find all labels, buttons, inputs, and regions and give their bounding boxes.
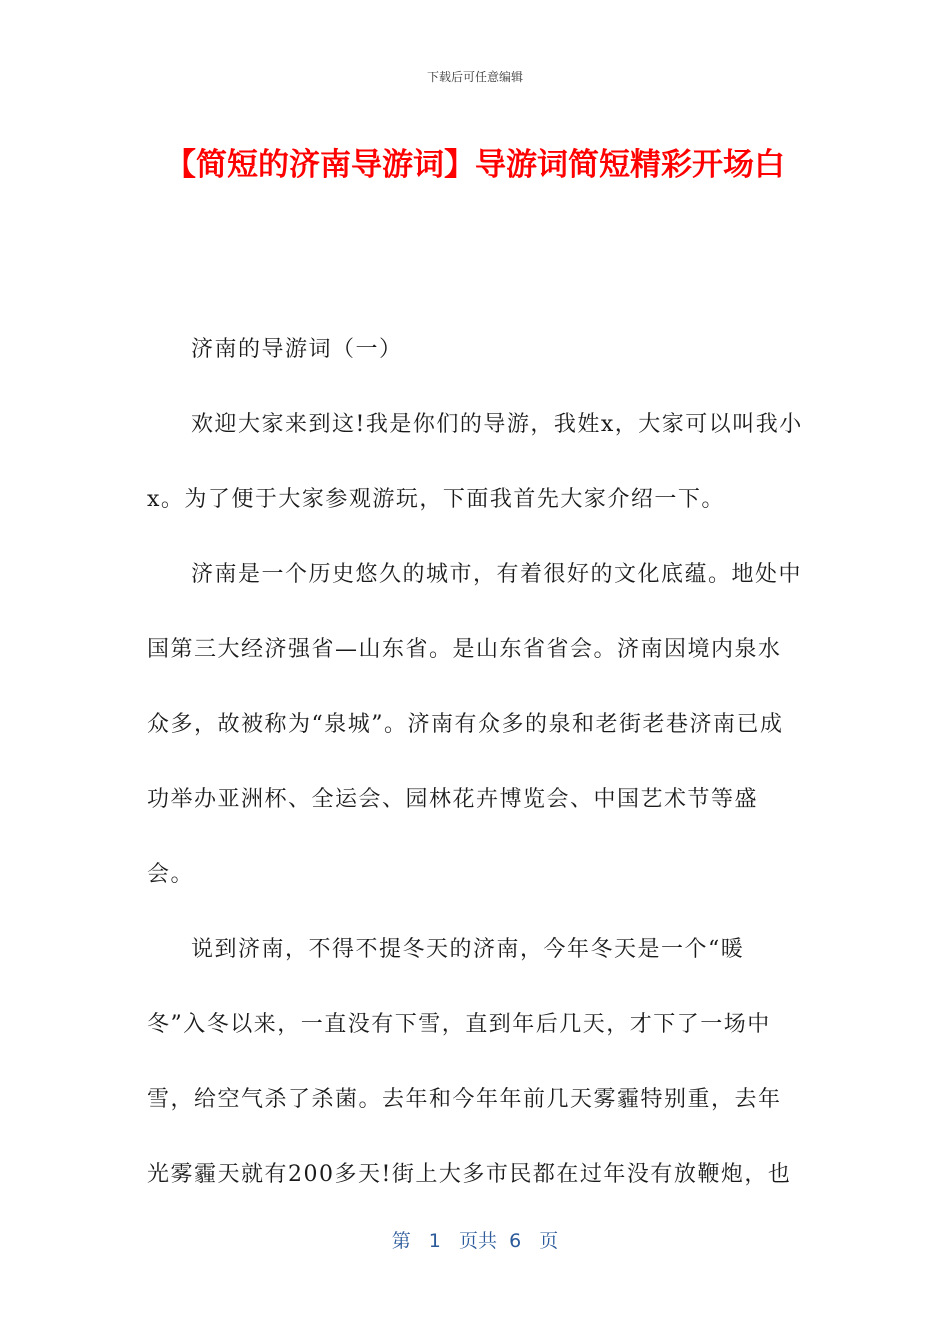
page-header: 下载后可任意编辑 [426, 70, 523, 84]
page-number: 第 1 页共 6 页 [391, 1230, 559, 1252]
paragraph-winter: 说到济南，不得不提冬天的济南，今年冬天是一个“暖冬”入冬以来，一直没有下雪，直到年后几天，才下了一场中雪，给空气杀了杀菌。去年和今年年前几天雾霾特别重，去年光雾霾天就有200多天!街上大多市民都在过年没有放鞭炮，也 [147, 937, 792, 1187]
paragraph-city-intro: 济南是一个历史悠久的城市，有着很好的文化底蕴。地处中国第三大经济强省—山东省。是山东省省会。济南因境内泉水众多，故被称为“泉城”。济南有众多的泉和老街老巷济南已成功举办亚洲杯、全运会、园林花卉博览会、中国艺术节等盛会。 [147, 562, 803, 887]
paragraph-section-heading: 济南的导游词（一） [191, 337, 403, 362]
page-footer [0, 1226, 950, 1253]
document-title: 【简短的济南导游词】导游词简短精彩开场白 [165, 147, 785, 183]
paragraph-welcome: 欢迎大家来到这!我是你们的导游，我姓x，大家可以叫我小x。为了便于大家参观游玩，下面我首先大家介绍一下。 [147, 412, 803, 512]
document-body [147, 312, 803, 1212]
